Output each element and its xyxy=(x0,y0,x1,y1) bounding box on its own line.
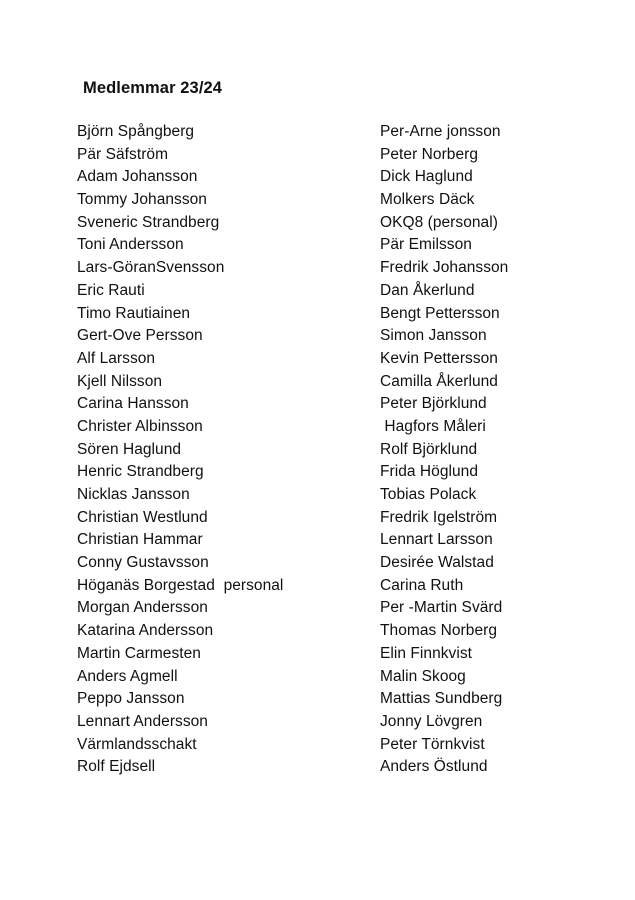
member-name: Rolf Björklund xyxy=(380,440,478,458)
member-name: OKQ8 (personal) xyxy=(380,213,498,231)
member-name: Peter Björklund xyxy=(380,395,487,413)
member-name: Kevin Pettersson xyxy=(380,349,498,367)
member-name: Dan Åkerlund xyxy=(380,281,475,299)
member-name: Frida Höglund xyxy=(380,463,479,481)
member-name: Peter Törnkvist xyxy=(380,735,485,753)
member-name: Sören Haglund xyxy=(77,440,182,458)
member-name: Christian Westlund xyxy=(77,508,208,526)
member-name: Elin Finnkvist xyxy=(380,644,473,662)
member-name: Simon Jansson xyxy=(380,327,487,345)
member-name: Fredrik Johansson xyxy=(380,259,509,277)
member-list-right xyxy=(380,121,508,779)
member-name: Carina Hansson xyxy=(77,395,189,413)
member-name: Dick Haglund xyxy=(380,168,473,186)
page-title: Medlemmar 23/24 xyxy=(83,79,223,97)
member-name: Conny Gustavsson xyxy=(77,554,209,572)
member-name: Anders Östlund xyxy=(380,758,488,776)
member-name: Peppo Jansson xyxy=(77,690,185,708)
member-name: Camilla Åkerlund xyxy=(380,372,498,390)
member-name: Kjell Nilsson xyxy=(77,372,163,390)
member-name: Per -Martin Svärd xyxy=(380,599,503,617)
member-name: Pär Emilsson xyxy=(380,236,472,254)
member-name: Henric Strandberg xyxy=(77,463,204,481)
member-name: Desirée Walstad xyxy=(380,554,494,572)
member-name: Molkers Däck xyxy=(380,191,475,209)
member-name: Tobias Polack xyxy=(380,486,477,503)
member-name: Höganäs Borgestad personal xyxy=(77,576,284,594)
member-name: Timo Rautiainen xyxy=(77,304,191,322)
member-name: Bengt Pettersson xyxy=(380,304,500,322)
member-name: Värmlandsschakt xyxy=(77,735,197,753)
member-name: Morgan Andersson xyxy=(77,599,208,617)
member-name: Alf Larsson xyxy=(77,349,156,367)
member-name: Lennart Andersson xyxy=(77,712,208,730)
member-name: Adam Johansson xyxy=(77,168,198,186)
member-name: Sveneric Strandberg xyxy=(77,213,220,231)
member-name: Christian Hammar xyxy=(77,531,203,549)
member-name: Lennart Larsson xyxy=(380,531,493,549)
member-list-left xyxy=(77,121,283,779)
member-name: Jonny Lövgren xyxy=(380,712,483,730)
member-name: Thomas Norberg xyxy=(380,622,497,640)
member-name: Christer Albinsson xyxy=(77,417,203,435)
member-name: Per-Arne jonsson xyxy=(380,123,501,140)
member-name: Toni Andersson xyxy=(77,236,184,254)
member-name: Hagfors Måleri xyxy=(380,417,486,435)
member-name: Björn Spångberg xyxy=(77,123,195,140)
member-name: Mattias Sundberg xyxy=(380,690,503,708)
member-name: Rolf Ejdsell xyxy=(77,758,156,776)
member-name: Lars-GöranSvensson xyxy=(77,259,225,277)
member-name: Martin Carmesten xyxy=(77,644,201,662)
member-name: Katarina Andersson xyxy=(77,622,214,640)
member-name: Gert-Ove Persson xyxy=(77,327,203,345)
member-name: Anders Agmell xyxy=(77,667,178,685)
member-name: Malin Skoog xyxy=(380,667,466,685)
member-name: Carina Ruth xyxy=(380,576,464,594)
member-name: Tommy Johansson xyxy=(77,191,207,209)
member-name: Nicklas Jansson xyxy=(77,486,190,503)
member-name: Eric Rauti xyxy=(77,281,145,299)
member-name: Fredrik Igelström xyxy=(380,508,498,526)
member-name: Pär Säfström xyxy=(77,145,169,163)
member-name: Peter Norberg xyxy=(380,145,479,163)
